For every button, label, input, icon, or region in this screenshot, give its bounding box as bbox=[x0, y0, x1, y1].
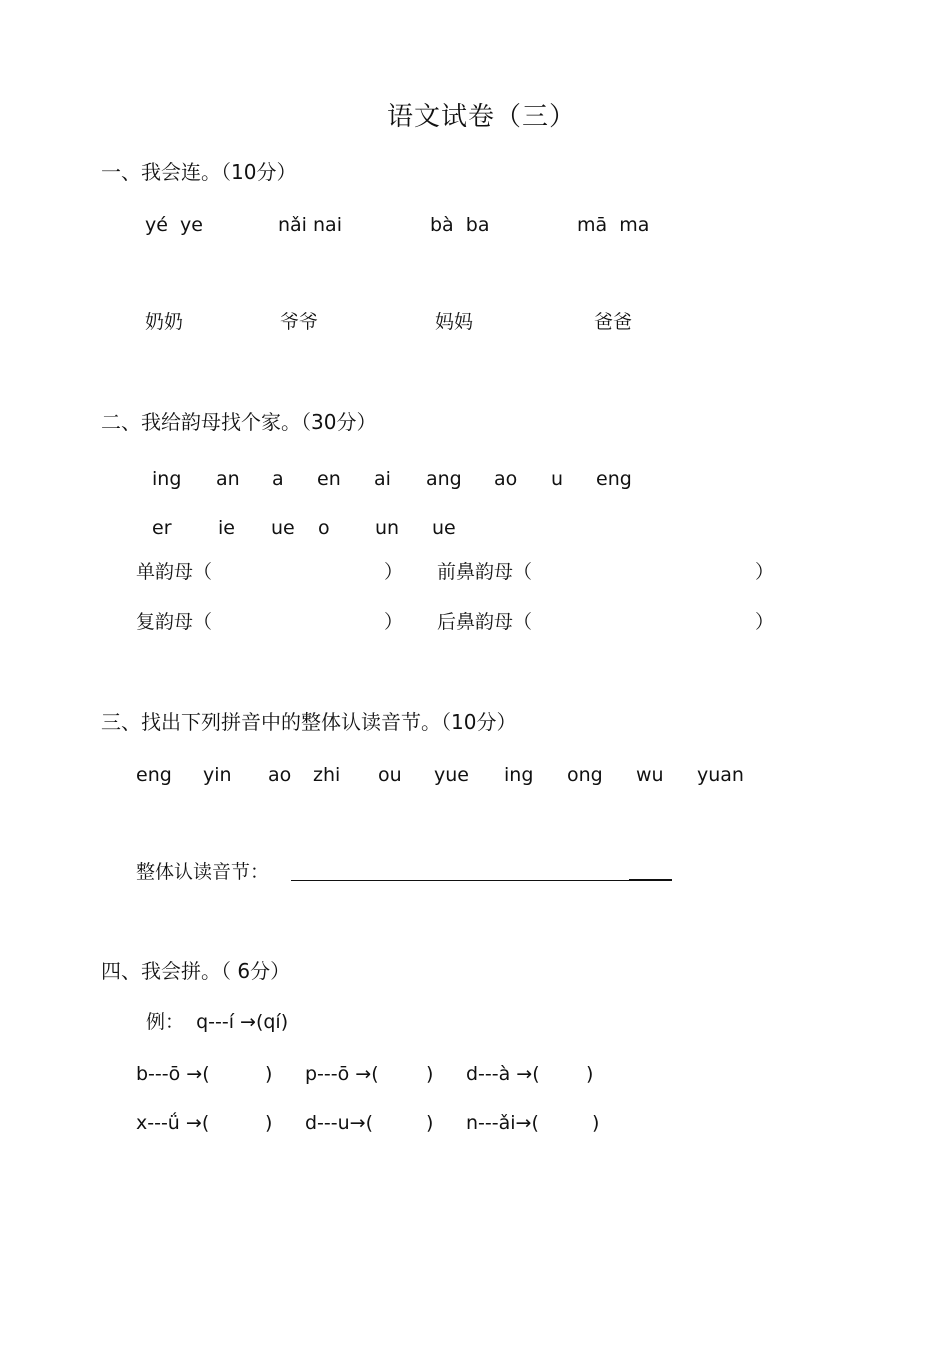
spell-close: ) bbox=[265, 1063, 273, 1085]
final-item: eng bbox=[596, 468, 632, 490]
spell-close: ) bbox=[426, 1112, 434, 1134]
front-nasal-finals-label: 前鼻韵母（ bbox=[437, 561, 533, 583]
syllable-item: zhi bbox=[313, 764, 341, 786]
spell-close: ) bbox=[586, 1063, 594, 1085]
final-item: ie bbox=[218, 517, 235, 539]
final-item: a bbox=[272, 468, 284, 490]
answer-blank[interactable] bbox=[291, 880, 629, 881]
syllable-item: ong bbox=[567, 764, 603, 786]
back-nasal-finals-close: ） bbox=[755, 611, 775, 633]
pinyin-baba: bà ba bbox=[430, 214, 490, 236]
section-3-heading: 三、找出下列拼音中的整体认读音节。（10分） bbox=[101, 710, 517, 734]
final-item: ing bbox=[152, 468, 182, 490]
front-nasal-finals-close: ） bbox=[755, 561, 775, 583]
syllable-item: ing bbox=[504, 764, 534, 786]
pinyin-yeye: yé ye bbox=[145, 214, 203, 236]
section-2-heading: 二、我给韵母找个家。（30分） bbox=[101, 410, 377, 434]
compound-finals-label: 复韵母（ bbox=[136, 611, 213, 633]
final-item: ao bbox=[494, 468, 518, 490]
syllable-item: eng bbox=[136, 764, 172, 786]
pinyin-mama: mā ma bbox=[577, 214, 650, 236]
syllable-item: yue bbox=[434, 764, 469, 786]
spell-close: ) bbox=[265, 1112, 273, 1134]
syllable-item: yuan bbox=[697, 764, 744, 786]
word-baba: 爸爸 bbox=[594, 311, 633, 333]
section-1-heading: 一、我会连。（10分） bbox=[101, 160, 297, 184]
final-item: ai bbox=[374, 468, 391, 490]
spell-item: x---ǘ →( bbox=[136, 1112, 210, 1134]
spell-item: d---à →( bbox=[466, 1063, 540, 1085]
final-item: o bbox=[318, 517, 330, 539]
final-item: ue bbox=[432, 517, 456, 539]
final-item: ue bbox=[271, 517, 295, 539]
spell-item: p---ō →( bbox=[305, 1063, 379, 1085]
spell-item: b---ō →( bbox=[136, 1063, 210, 1085]
back-nasal-finals-label: 后鼻韵母（ bbox=[437, 611, 533, 633]
syllable-item: ao bbox=[268, 764, 292, 786]
final-item: un bbox=[375, 517, 400, 539]
section-4-heading: 四、我会拼。（ 6分） bbox=[101, 959, 291, 983]
spell-close: ) bbox=[592, 1112, 600, 1134]
final-item: en bbox=[317, 468, 341, 490]
final-item: u bbox=[551, 468, 564, 490]
syllable-item: yin bbox=[203, 764, 232, 786]
answer-blank-end bbox=[629, 879, 672, 881]
final-item: er bbox=[152, 517, 172, 539]
spell-item: n---ǎi→( bbox=[466, 1112, 539, 1134]
final-item: an bbox=[216, 468, 240, 490]
final-item: ang bbox=[426, 468, 462, 490]
simple-finals-close: ） bbox=[384, 561, 404, 583]
word-yeye: 爷爷 bbox=[280, 311, 319, 333]
page-title: 语文试卷（三） bbox=[387, 102, 577, 132]
word-mama: 妈妈 bbox=[435, 311, 474, 333]
syllable-item: wu bbox=[636, 764, 664, 786]
pinyin-nainai: nǎi nai bbox=[278, 214, 342, 236]
syllable-item: ou bbox=[378, 764, 402, 786]
spell-item: d---u→( bbox=[305, 1112, 374, 1134]
compound-finals-close: ） bbox=[384, 611, 404, 633]
word-nainai: 奶奶 bbox=[145, 311, 184, 333]
answer-label: 整体认读音节： bbox=[136, 861, 270, 883]
simple-finals-label: 单韵母（ bbox=[136, 561, 213, 583]
spell-close: ) bbox=[426, 1063, 434, 1085]
example-line: 例： q---í →(qí) bbox=[146, 1011, 289, 1033]
